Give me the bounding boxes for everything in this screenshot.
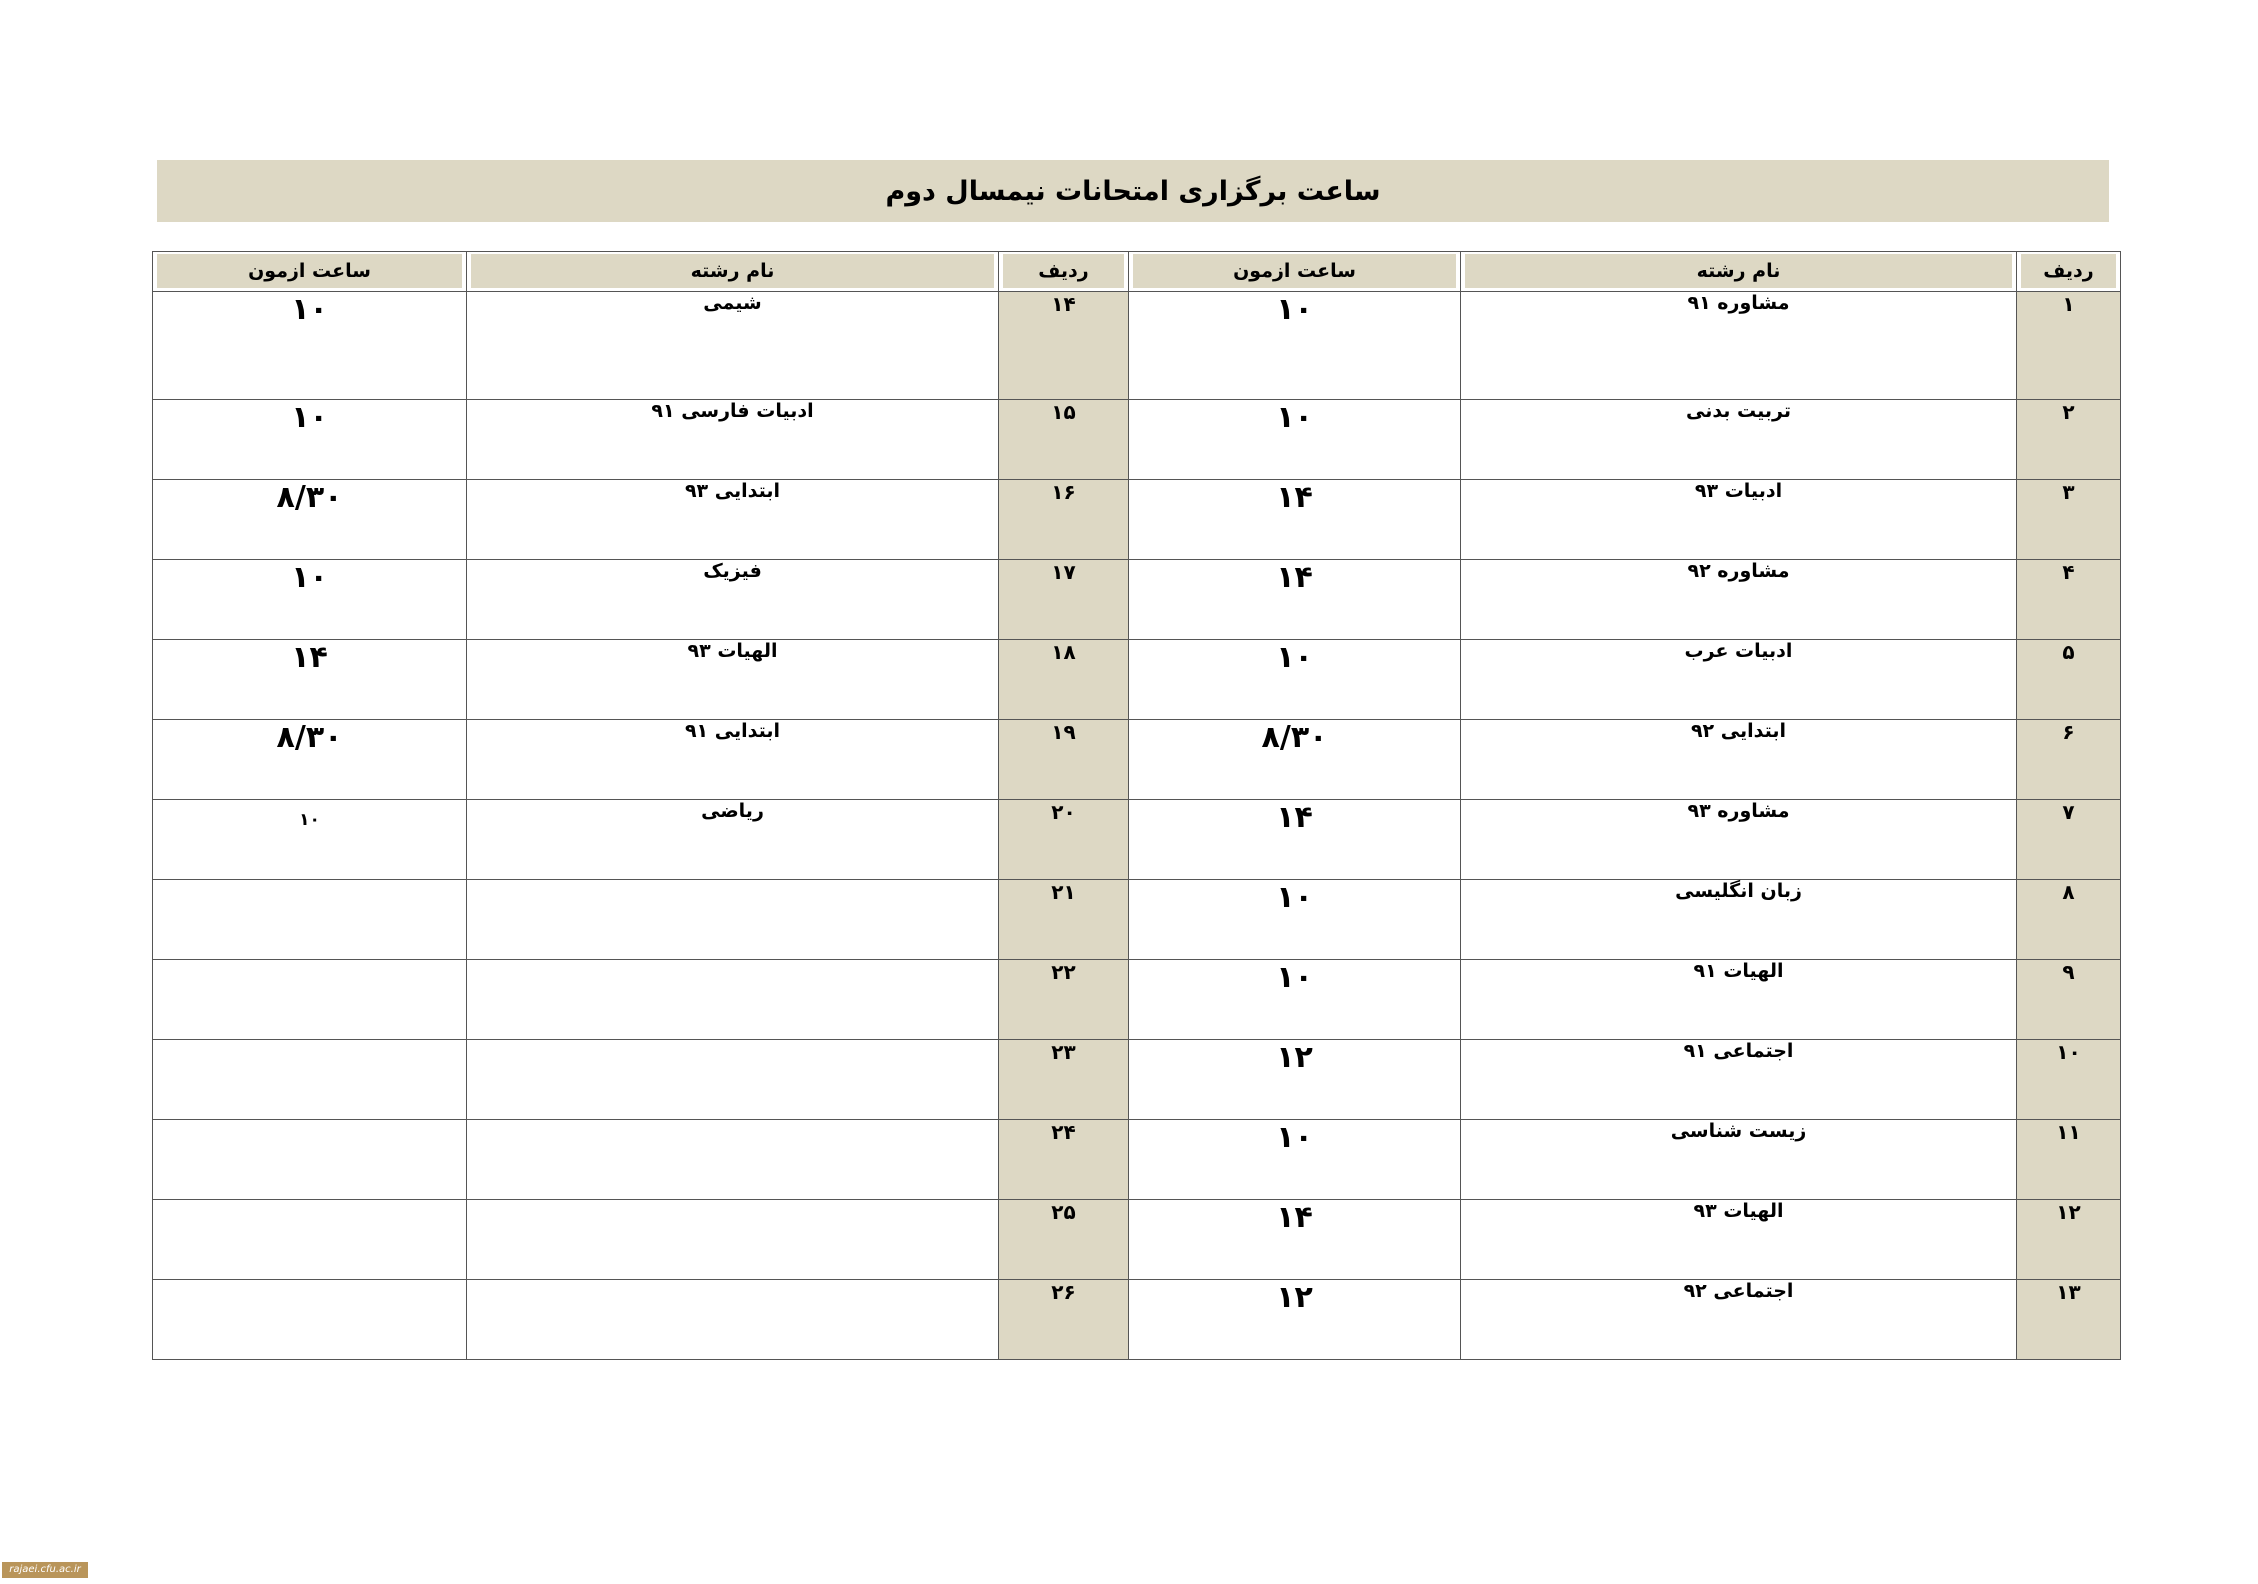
table-row	[153, 1280, 2121, 1360]
table-row	[153, 480, 2121, 560]
site-watermark: rajaei.cfu.ac.ir	[2, 1562, 88, 1578]
row-number-cell: ۱	[2017, 292, 2121, 400]
header-major-right: نام رشته	[1465, 254, 2012, 288]
major-name-cell	[467, 960, 999, 1040]
row-number-cell: ۱۶	[999, 480, 1129, 560]
row-number-cell: ۵	[2017, 640, 2121, 720]
row-number-cell: ۱۱	[2017, 1120, 2121, 1200]
row-number-cell: ۹	[2017, 960, 2121, 1040]
header-time-left: ساعت ازمون	[157, 254, 462, 288]
major-name-cell	[467, 880, 999, 960]
table-row	[153, 400, 2121, 480]
exam-time-cell: ۱۴	[1129, 800, 1461, 880]
header-row-right: ردیف	[2021, 254, 2116, 288]
major-name-cell: شیمی	[467, 292, 999, 400]
table-row	[153, 1120, 2121, 1200]
exam-time-cell	[153, 960, 467, 1040]
row-number-cell: ۲۳	[999, 1040, 1129, 1120]
major-name-cell	[467, 1280, 999, 1360]
row-number-cell: ۱۰	[2017, 1040, 2121, 1120]
exam-time-cell	[153, 1040, 467, 1120]
major-name-cell: ادبیات ۹۳	[1461, 480, 2017, 560]
exam-time-cell: ۱۰	[1129, 292, 1461, 400]
major-name-cell: ابتدایی ۹۱	[467, 720, 999, 800]
row-number-cell: ۷	[2017, 800, 2121, 880]
page-title: ساعت برگزاری امتحانات نیمسال دوم	[885, 175, 1381, 207]
table-row	[153, 720, 2121, 800]
row-number-cell: ۱۷	[999, 560, 1129, 640]
row-number-cell: ۱۴	[999, 292, 1129, 400]
table-row	[153, 1040, 2121, 1120]
exam-time-cell: ۱۴	[1129, 1200, 1461, 1280]
major-name-cell: مشاوره ۹۲	[1461, 560, 2017, 640]
exam-time-cell: ۱۰	[1129, 960, 1461, 1040]
row-number-cell: ۱۵	[999, 400, 1129, 480]
exam-schedule-table	[152, 251, 2121, 1360]
exam-time-cell: ۱۰	[153, 800, 467, 880]
exam-time-cell: ۱۰	[153, 560, 467, 640]
row-number-cell: ۲۱	[999, 880, 1129, 960]
exam-time-cell: ۱۲	[1129, 1280, 1461, 1360]
row-number-cell: ۱۳	[2017, 1280, 2121, 1360]
row-number-cell: ۲	[2017, 400, 2121, 480]
header-row-left: ردیف	[1003, 254, 1124, 288]
exam-time-cell: ۱۰	[153, 400, 467, 480]
exam-time-cell	[153, 1280, 467, 1360]
major-name-cell: ادبیات فارسی ۹۱	[467, 400, 999, 480]
major-name-cell: ریاضی	[467, 800, 999, 880]
table-row	[153, 880, 2121, 960]
major-name-cell: اجتماعی ۹۲	[1461, 1280, 2017, 1360]
exam-time-cell: ۸/۳۰	[153, 720, 467, 800]
exam-time-cell: ۱۰	[1129, 640, 1461, 720]
exam-time-cell: ۱۰	[1129, 1120, 1461, 1200]
major-name-cell: زبان انگلیسی	[1461, 880, 2017, 960]
major-name-cell: اجتماعی ۹۱	[1461, 1040, 2017, 1120]
header-time-right: ساعت ازمون	[1133, 254, 1456, 288]
row-number-cell: ۲۶	[999, 1280, 1129, 1360]
major-name-cell: الهیات ۹۳	[1461, 1200, 2017, 1280]
table-row	[153, 1200, 2121, 1280]
row-number-cell: ۳	[2017, 480, 2121, 560]
title-bar	[157, 160, 2109, 222]
exam-time-cell: ۱۴	[153, 640, 467, 720]
major-name-cell: الهیات ۹۳	[467, 640, 999, 720]
major-name-cell: ابتدایی ۹۳	[467, 480, 999, 560]
row-number-cell: ۲۴	[999, 1120, 1129, 1200]
table-row	[153, 960, 2121, 1040]
major-name-cell: مشاوره ۹۳	[1461, 800, 2017, 880]
exam-time-cell	[153, 880, 467, 960]
table-row	[153, 560, 2121, 640]
table-row	[153, 640, 2121, 720]
major-name-cell: مشاوره ۹۱	[1461, 292, 2017, 400]
row-number-cell: ۶	[2017, 720, 2121, 800]
major-name-cell	[467, 1120, 999, 1200]
exam-time-cell: ۸/۳۰	[1129, 720, 1461, 800]
row-number-cell: ۱۲	[2017, 1200, 2121, 1280]
row-number-cell: ۲۲	[999, 960, 1129, 1040]
row-number-cell: ۸	[2017, 880, 2121, 960]
major-name-cell: ادبیات عرب	[1461, 640, 2017, 720]
major-name-cell	[467, 1200, 999, 1280]
table-row	[153, 800, 2121, 880]
row-number-cell: ۱۸	[999, 640, 1129, 720]
exam-time-cell: ۱۴	[1129, 560, 1461, 640]
major-name-cell: الهیات ۹۱	[1461, 960, 2017, 1040]
major-name-cell: زیست شناسی	[1461, 1120, 2017, 1200]
exam-time-cell: ۱۰	[153, 292, 467, 400]
exam-time-cell: ۱۲	[1129, 1040, 1461, 1120]
exam-time-cell: ۱۴	[1129, 480, 1461, 560]
row-number-cell: ۱۹	[999, 720, 1129, 800]
exam-time-cell	[153, 1120, 467, 1200]
table-row	[153, 292, 2121, 400]
row-number-cell: ۲۵	[999, 1200, 1129, 1280]
major-name-cell: فیزیک	[467, 560, 999, 640]
exam-time-cell: ۱۰	[1129, 400, 1461, 480]
exam-time-cell: ۱۰	[1129, 880, 1461, 960]
exam-time-cell: ۸/۳۰	[153, 480, 467, 560]
header-major-left: نام رشته	[471, 254, 994, 288]
major-name-cell	[467, 1040, 999, 1120]
table-header-row	[153, 252, 2121, 292]
exam-time-cell	[153, 1200, 467, 1280]
row-number-cell: ۴	[2017, 560, 2121, 640]
major-name-cell: تربیت بدنی	[1461, 400, 2017, 480]
major-name-cell: ابتدایی ۹۲	[1461, 720, 2017, 800]
row-number-cell: ۲۰	[999, 800, 1129, 880]
